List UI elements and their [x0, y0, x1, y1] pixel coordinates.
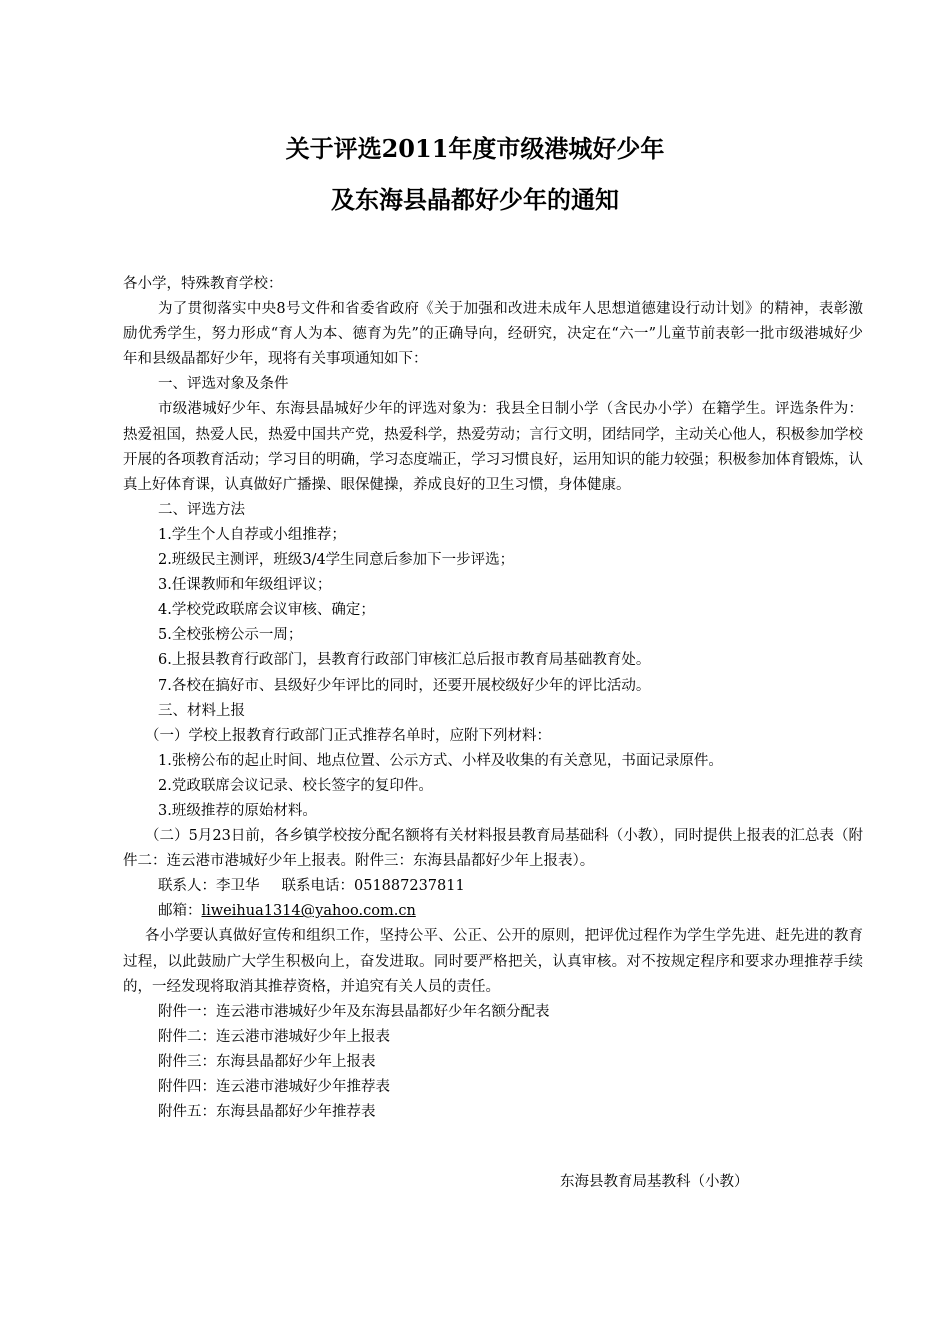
section-3-subheading-1: （一）学校上报教育行政部门正式推荐名单时，应附下列材料： [145, 727, 551, 744]
contact-label: 联系人： [158, 878, 216, 895]
section-3-subheading-2: （二）5月23日前，各乡镇学校按分配名额将有关材料报县教育局基础科（小教），同时提供上报表的汇总表（附件二：连云港市港城好少年上报表。附件三：东海县晶都好少年上报表）。 [123, 828, 863, 870]
section-2-item: 3.任课教师和年级组评议； [158, 577, 332, 594]
document-title-line-2: 及东海县晶都好少年的通知 [331, 185, 619, 214]
section-3-item: 3.班级推荐的原始材料。 [158, 802, 317, 819]
intro-paragraph: 为了贯彻落实中央8号文件和省委省政府《关于加强和改进未成年人思想道德建设行动计划》的精神，表彰激励优秀学生，努力形成“育人为本、德育为先”的正确导向，经研究，决定在“六一”儿童节前表彰一批市级港城好少年和县级晶都好少年，现将有关事项通知如下： [123, 301, 863, 368]
phone-label: 联系电话： [281, 878, 354, 895]
section-2-item: 6.上报县教育行政部门，县教育行政部门审核汇总后报市教育局基础教育处。 [158, 652, 651, 669]
contact-line [123, 874, 863, 899]
attachment-item: 附件四：连云港市港城好少年推荐表 [158, 1079, 390, 1095]
section-1-text: 市级港城好少年、东海县晶城好少年的评选对象为：我县全日制小学（含民办小学）在籍学生。评选条件为：热爱祖国，热爱人民，热爱中国共产党，热爱科学，热爱劳动；言行文明，团结同学，主动关心他人，积极参加学校开展的各项教育活动；学习目的明确，学习态度端正，学习习惯良好，运用知识的能力较强；积极参加体育锻炼，认真上好体育课，认真做好广播操、眼保健操，养成良好的卫生习惯，身体健康。 [123, 401, 863, 493]
email-label: 邮箱： [158, 903, 202, 920]
section-2-item: 7.各校在搞好市、县级好少年评比的同时，还要开展校级好少年的评比活动。 [158, 677, 651, 694]
salutation: 各小学，特殊教育学校： [123, 276, 283, 292]
email-link[interactable]: liweihua1314@yahoo.com.cn [201, 903, 416, 920]
attachment-item: 附件一：连云港市港城好少年及东海县晶都好少年名额分配表 [158, 1003, 550, 1020]
document-title-line-1: 关于评选2011年度市级港城好少年 [285, 134, 665, 163]
document-body [123, 272, 863, 1125]
section-3-heading: 三、材料上报 [158, 702, 245, 719]
section-2-item: 5.全校张榜公示一周； [158, 627, 303, 644]
section-2-item: 1.学生个人自荐或小组推荐； [158, 526, 346, 543]
closing-paragraph: 各小学要认真做好宣传和组织工作，坚持公平、公正、公开的原则，把评优过程作为学生学先进、赶先进的教育过程，以此鼓励广大学生积极向上，奋发进取。同时要严格把关，认真审核。对不按规定程序和要求办理推荐手续的，一经发现将取消其推荐资格，并追究有关人员的责任。 [123, 928, 863, 995]
section-2-item: 4.学校党政联席会议审核、确定； [158, 602, 375, 619]
phone-number: 051887237811 [354, 878, 465, 895]
section-2-item: 2.班级民主测评，班级3/4学生同意后参加下一步评选； [158, 552, 515, 569]
attachment-item: 附件三：东海县晶都好少年上报表 [158, 1053, 376, 1070]
section-3-item: 2.党政联席会议记录、校长签字的复印件。 [158, 777, 433, 794]
section-3-item: 1.张榜公布的起止时间、地点位置、公示方式、小样及收集的有关意见，书面记录原件。 [158, 752, 723, 769]
attachment-item: 附件二：连云港市港城好少年上报表 [158, 1028, 390, 1045]
section-1-heading: 一、评选对象及条件 [158, 376, 289, 393]
email-line [123, 899, 863, 924]
section-2-heading: 二、评选方法 [158, 501, 245, 518]
signature: 东海县教育局基教科（小教） [560, 1174, 749, 1190]
contact-name: 李卫华 [216, 878, 260, 895]
attachment-item: 附件五：东海县晶都好少年推荐表 [158, 1104, 376, 1121]
